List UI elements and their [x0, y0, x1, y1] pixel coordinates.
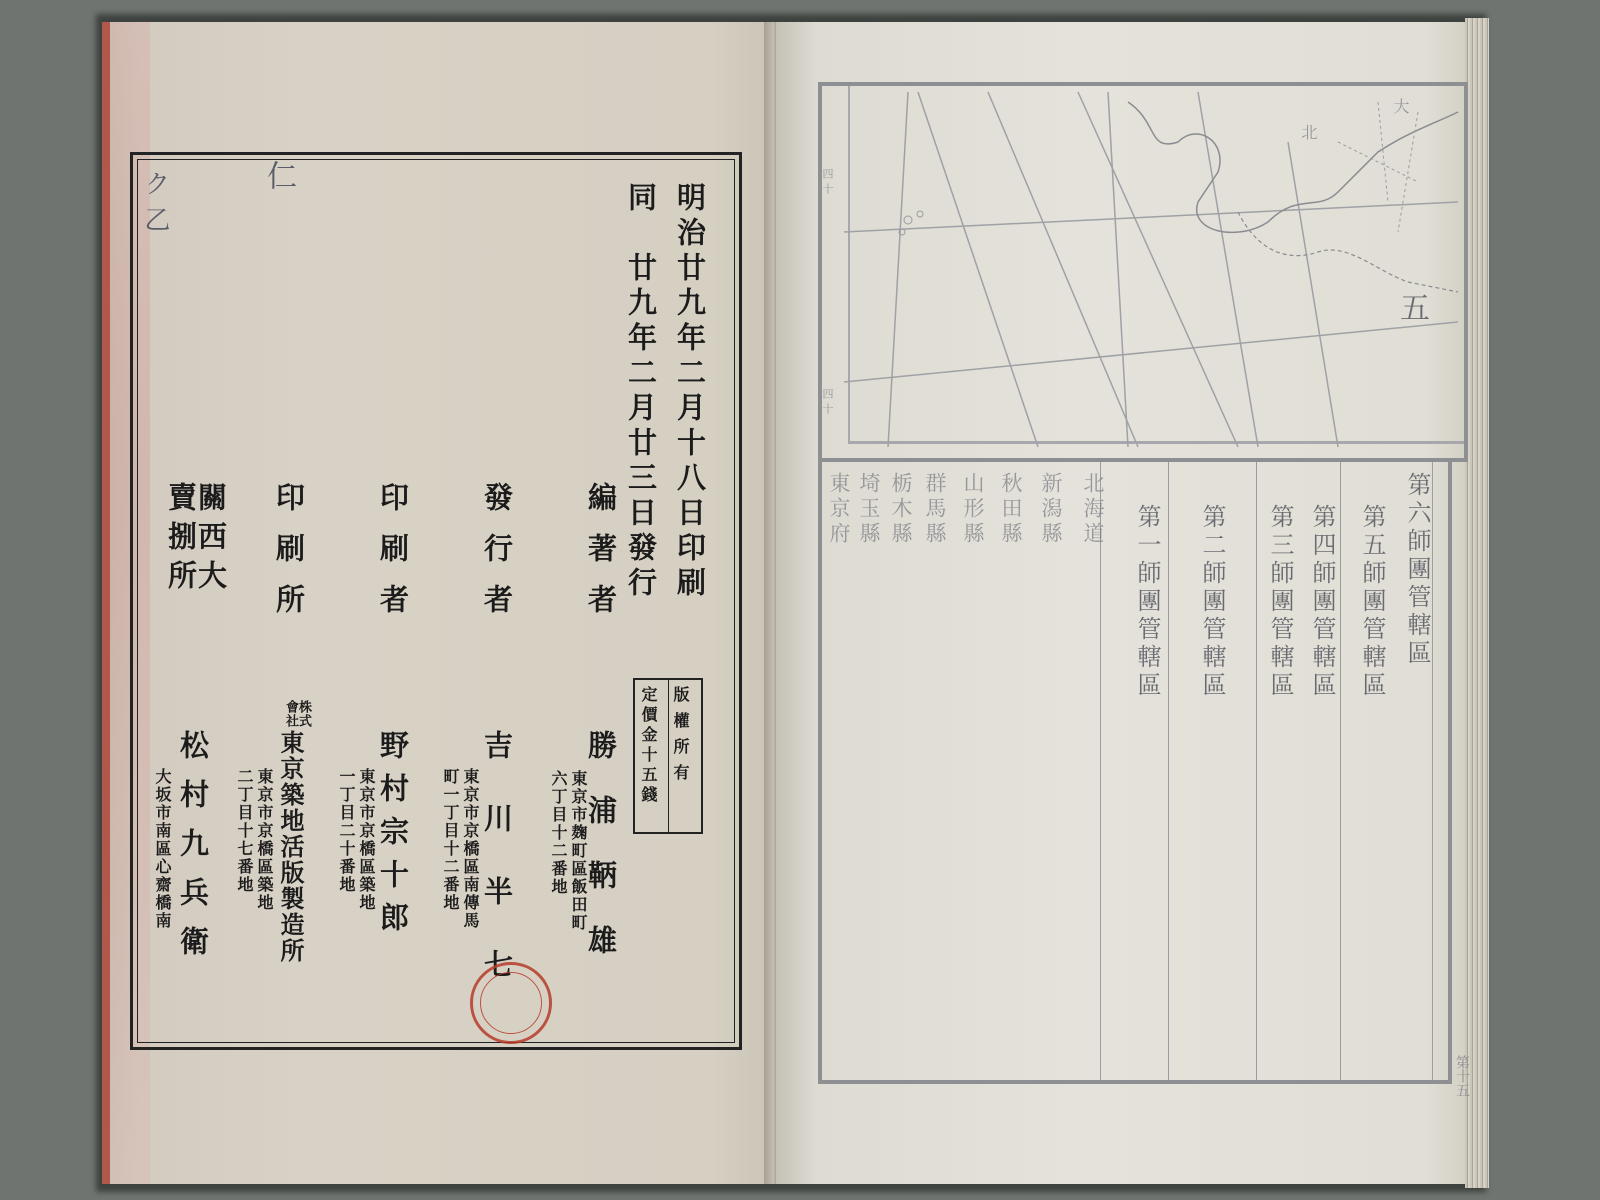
printshop-address-1: 東京市京橋區築地 — [255, 768, 274, 912]
page-edges — [1465, 18, 1489, 1188]
printer-name: 野村宗十郎 — [376, 730, 410, 945]
publisher-label: 發行者 — [480, 482, 514, 635]
column-rule — [1432, 462, 1433, 1080]
column-rule — [1340, 462, 1341, 1080]
print-date: 明治廿九年二月十八日印刷 — [673, 182, 707, 602]
editor-name: 勝浦鞆雄 — [584, 730, 618, 990]
seller-label-2: 賣捌所 — [164, 482, 198, 599]
printer-address-1: 東京市京橋區築地 — [357, 768, 376, 912]
list-line: 東京府 — [827, 472, 851, 547]
list-line: 第一師團管轄區 — [1133, 504, 1161, 700]
editor-address-1: 東京市麹町區飯田町 — [569, 770, 588, 932]
map-graticule — [818, 82, 1468, 462]
editor-label: 編著者 — [584, 482, 618, 635]
printshop-name: 東京築地活版製造所 — [276, 730, 305, 964]
list-line: 栃木縣 — [889, 472, 913, 547]
copyright-notice: 版權所有 — [671, 686, 690, 790]
list-line: 第五師團管轄區 — [1358, 504, 1386, 700]
map-label-2: 北 — [1299, 124, 1318, 144]
list-line: 第三師團管轄區 — [1266, 504, 1294, 700]
price: 定價金十五錢 — [639, 686, 658, 806]
seller-address: 大坂市南區心齋橋南 — [153, 768, 172, 930]
list-line: 第二師團管轄區 — [1198, 504, 1226, 700]
printshop-address-2: 二丁目十七番地 — [235, 768, 254, 894]
list-line: 北海道 — [1081, 472, 1105, 547]
seller-name: 松村九兵衛 — [176, 730, 210, 975]
issue-date: 同 廿九年二月廿三日發行 — [624, 182, 658, 602]
handwritten-note: ク乙 — [140, 170, 170, 242]
list-line: 群馬縣 — [923, 472, 947, 547]
list-line: 新潟縣 — [1039, 472, 1063, 547]
printer-label: 印刷者 — [376, 482, 410, 635]
printshop-prefix-1: 株式 — [296, 700, 311, 728]
editor-address-2: 六丁目十二番地 — [549, 770, 568, 896]
list-line: 第四師團管轄區 — [1308, 504, 1336, 700]
map-label-1: 五 — [1394, 292, 1429, 326]
seller-label-1: 關西大 — [194, 482, 228, 599]
map-label-3: 大 — [1391, 98, 1410, 118]
list-line: 秋田縣 — [999, 472, 1023, 547]
page-number: 第十五 — [1454, 1055, 1470, 1097]
printshop-prefix-2: 會社 — [283, 700, 298, 728]
publisher-address-2: 町一丁目十二番地 — [441, 768, 460, 912]
publisher-address-1: 東京市京橋區南傳馬 — [461, 768, 480, 930]
grid-label-lower: 四十 — [821, 388, 834, 418]
grid-label-upper: 四十 — [821, 168, 834, 198]
publisher-name: 吉川半七 — [480, 730, 514, 1022]
column-rule — [1168, 462, 1169, 1080]
list-line: 第六師團管轄區 — [1403, 472, 1431, 668]
column-rule — [1256, 462, 1257, 1080]
column-rule — [1100, 462, 1101, 1080]
handwritten-mark: 仁 — [261, 160, 296, 190]
printshop-label: 印刷所 — [272, 482, 306, 635]
publisher-seal — [470, 962, 552, 1044]
list-line: 埼玉縣 — [857, 472, 881, 547]
printer-address-2: 一丁目二十番地 — [337, 768, 356, 894]
list-line: 山形縣 — [961, 472, 985, 547]
